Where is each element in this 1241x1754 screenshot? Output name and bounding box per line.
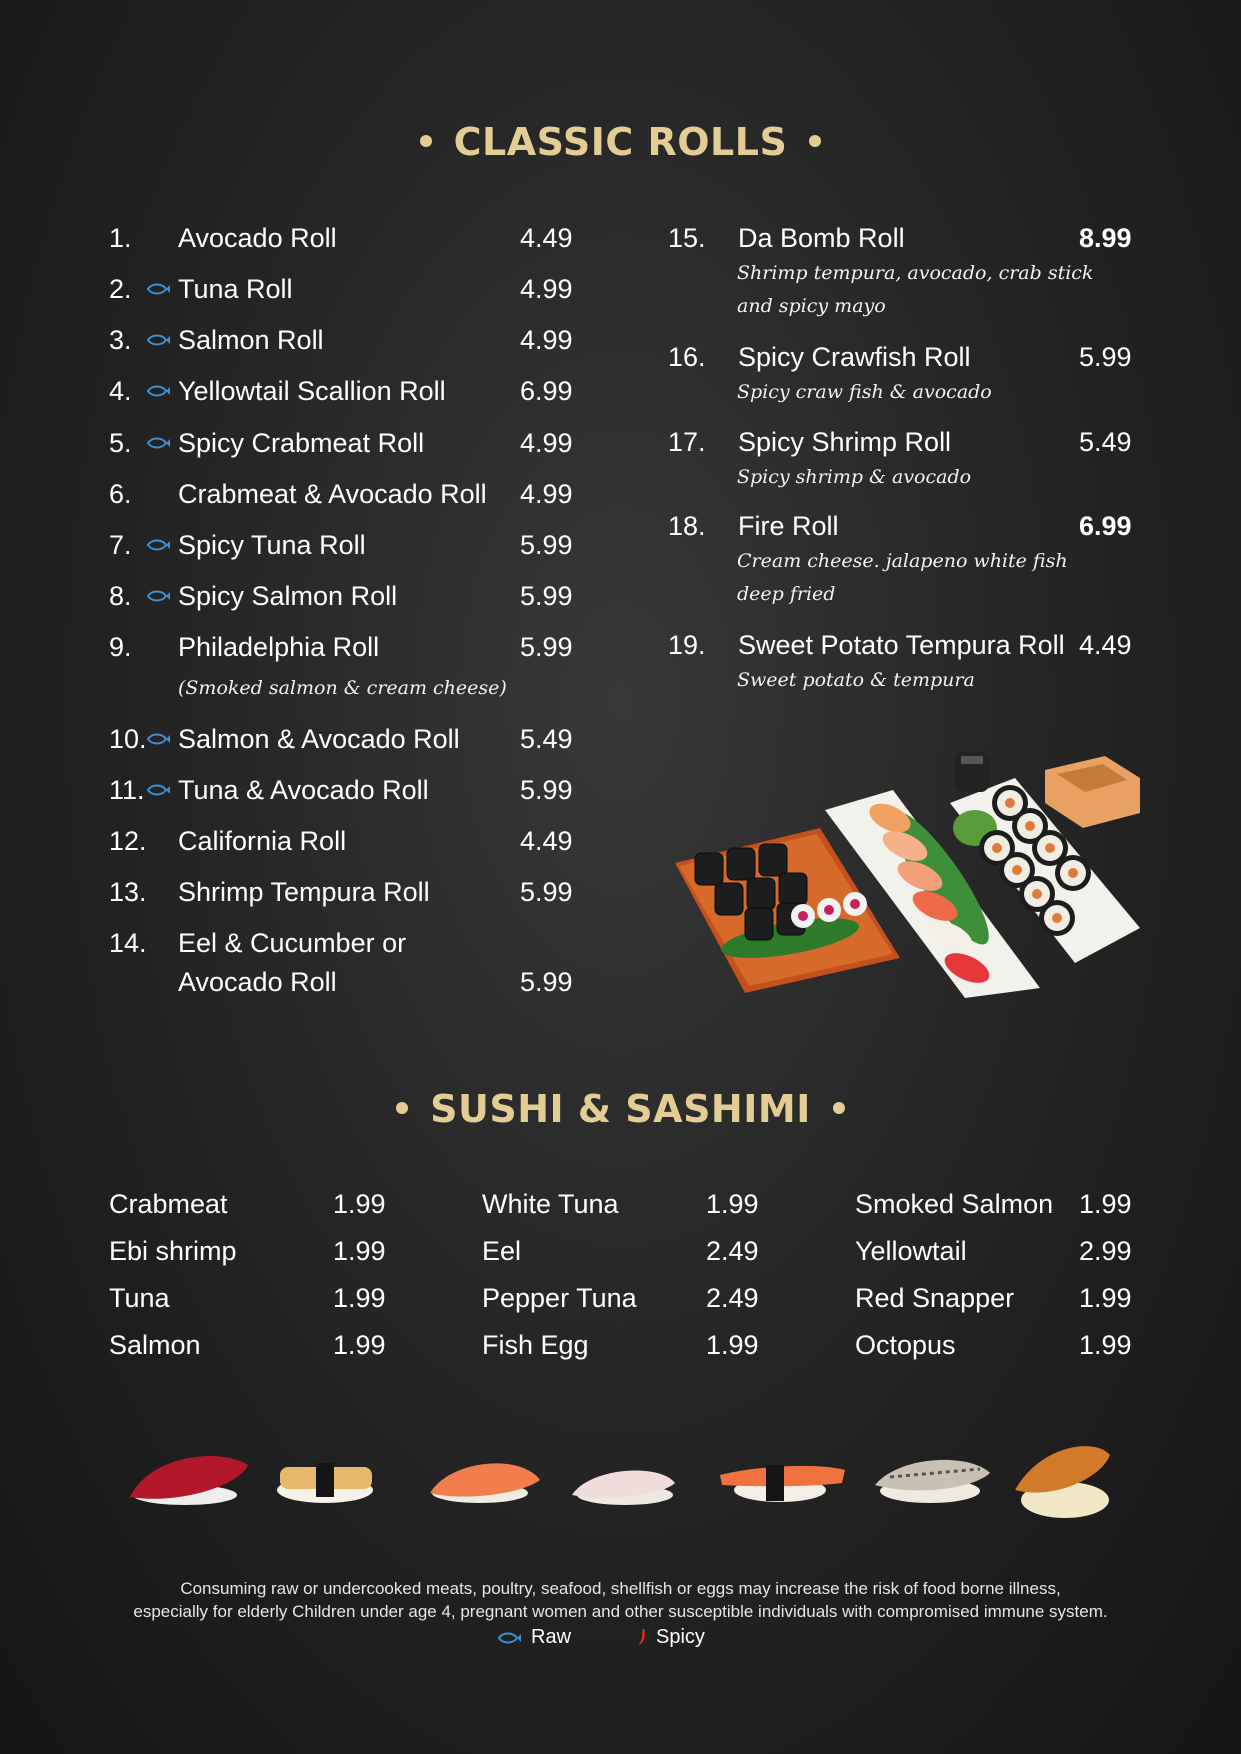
title-bullet (420, 135, 432, 147)
item-number: 5. (109, 428, 132, 458)
fish-icon (146, 538, 170, 552)
sushi-price: 2.49 (706, 1283, 759, 1313)
sushi-name: Octopus (855, 1330, 956, 1360)
item-number: 4. (109, 376, 132, 406)
menu-item (109, 825, 579, 857)
food-safety-disclaimer-line-1: Consuming raw or undercooked meats, poultry, seafood, shellfish or eggs may increase the risk of food borne illness, (180, 1579, 1061, 1598)
menu-item (109, 375, 579, 407)
item-name-line-2: Avocado Roll (178, 967, 337, 997)
item-description: Spicy shrimp & avocado (737, 466, 972, 488)
sushi-name: Red Snapper (855, 1283, 1015, 1313)
fish-icon (146, 783, 170, 797)
item-number: 8. (109, 581, 132, 611)
item-number: 16. (668, 342, 706, 372)
fish-icon (146, 384, 170, 398)
item-number: 13. (109, 877, 147, 907)
sushi-name: Eel (482, 1236, 522, 1266)
title-bullet (833, 1102, 845, 1114)
menu-item (668, 222, 1138, 254)
sushi-price: 1.99 (706, 1330, 759, 1360)
item-number: 11. (109, 775, 145, 805)
legend-spicy (636, 1626, 705, 1649)
sushi-item (855, 1282, 1139, 1314)
fish-icon (497, 1631, 521, 1645)
menu-item (109, 324, 579, 356)
menu-item (109, 222, 579, 254)
item-name: Salmon Roll (178, 325, 324, 355)
menu-item (109, 273, 579, 305)
item-name: Tuna & Avocado Roll (178, 775, 429, 805)
menu-item (109, 774, 579, 806)
item-name: Tuna Roll (178, 274, 293, 304)
item-name: Yellowtail Scallion Roll (178, 376, 446, 406)
item-price: 4.99 (520, 325, 573, 355)
item-price: 4.99 (520, 274, 573, 304)
item-price: 5.99 (520, 581, 573, 611)
menu-item (109, 723, 579, 755)
sushi-item (482, 1282, 766, 1314)
sushi-name: Salmon (109, 1330, 201, 1360)
item-description: Sweet potato & tempura (737, 669, 975, 691)
item-name: Eel & Cucumber or (178, 928, 407, 958)
sushi-item (482, 1329, 766, 1361)
sushi-name: Pepper Tuna (482, 1283, 637, 1313)
menu-item (109, 478, 579, 510)
item-name: Spicy Salmon Roll (178, 581, 398, 611)
item-price: 5.99 (520, 967, 573, 997)
sushi-item (855, 1188, 1139, 1220)
sushi-name: White Tuna (482, 1189, 619, 1219)
classic-rolls-title-text: CLASSIC ROLLS (453, 120, 788, 164)
item-price: 5.99 (520, 877, 573, 907)
sushi-name: Crabmeat (109, 1189, 228, 1219)
item-description: (Smoked salmon & cream cheese) (178, 677, 507, 699)
item-name: Spicy Crabmeat Roll (178, 428, 425, 458)
menu-item (668, 426, 1138, 458)
item-description: deep fried (737, 583, 836, 605)
item-number: 6. (109, 479, 132, 509)
sushi-price: 2.99 (1079, 1236, 1132, 1266)
fish-icon (146, 589, 170, 603)
sushi-item (482, 1188, 766, 1220)
menu-item (668, 629, 1138, 661)
item-number: 18. (668, 511, 706, 541)
sushi-name: Ebi shrimp (109, 1236, 237, 1266)
item-number: 14. (109, 928, 147, 958)
legend-raw-label: Raw (531, 1626, 572, 1648)
item-price: 6.99 (1079, 511, 1132, 541)
item-description: and spicy mayo (737, 295, 886, 317)
menu-item-continued (109, 966, 579, 998)
item-number: 10. (109, 724, 147, 754)
item-price: 5.49 (520, 724, 573, 754)
item-name: Philadelphia Roll (178, 632, 380, 662)
sushi-item (109, 1329, 393, 1361)
item-number: 7. (109, 530, 132, 560)
item-price: 5.49 (1079, 427, 1132, 457)
fish-icon (146, 282, 170, 296)
item-number: 19. (668, 630, 706, 660)
item-price: 5.99 (520, 775, 573, 805)
item-name: Spicy Tuna Roll (178, 530, 366, 560)
chili-pepper-icon (636, 1629, 648, 1647)
sushi-sashimi-title (0, 1087, 1241, 1131)
menu-item (109, 631, 579, 663)
item-price: 4.49 (1079, 630, 1132, 660)
item-price: 8.99 (1079, 223, 1132, 253)
menu-item (668, 510, 1138, 542)
item-name: California Roll (178, 826, 347, 856)
classic-rolls-title (0, 120, 1241, 164)
sushi-price: 1.99 (706, 1189, 759, 1219)
title-bullet (809, 135, 821, 147)
fish-icon (146, 333, 170, 347)
item-price: 4.49 (520, 223, 573, 253)
legend-spicy-label: Spicy (656, 1626, 705, 1648)
item-name: Sweet Potato Tempura Roll (738, 630, 1065, 660)
item-price: 4.99 (520, 479, 573, 509)
menu-item (109, 927, 579, 959)
fish-icon (146, 732, 170, 746)
sushi-name: Smoked Salmon (855, 1189, 1054, 1219)
sushi-item (482, 1235, 766, 1267)
menu-item (109, 529, 579, 561)
sushi-price: 1.99 (1079, 1283, 1132, 1313)
sushi-name: Yellowtail (855, 1236, 967, 1266)
item-description: Cream cheese. jalapeno white fish (737, 550, 1068, 572)
sushi-price: 2.49 (706, 1236, 759, 1266)
item-number: 17. (668, 427, 706, 457)
menu-item (109, 580, 579, 612)
item-name: Spicy Crawfish Roll (738, 342, 971, 372)
sushi-item (855, 1235, 1139, 1267)
sushi-price: 1.99 (1079, 1189, 1132, 1219)
sushi-price: 1.99 (333, 1236, 386, 1266)
item-number: 3. (109, 325, 132, 355)
menu-item (109, 427, 579, 459)
item-name: Crabmeat & Avocado Roll (178, 479, 487, 509)
item-name: Shrimp Tempura Roll (178, 877, 430, 907)
item-price: 4.49 (520, 826, 573, 856)
sushi-name: Fish Egg (482, 1330, 589, 1360)
item-price: 6.99 (520, 376, 573, 406)
fish-icon (146, 436, 170, 450)
sushi-price: 1.99 (333, 1283, 386, 1313)
item-description: Spicy craw fish & avocado (737, 381, 992, 403)
item-price: 5.99 (520, 530, 573, 560)
item-name: Da Bomb Roll (738, 223, 905, 253)
item-number: 12. (109, 826, 147, 856)
item-price: 5.99 (1079, 342, 1132, 372)
item-price: 5.99 (520, 632, 573, 662)
item-number: 1. (109, 223, 132, 253)
sushi-price: 1.99 (1079, 1330, 1132, 1360)
sushi-price: 1.99 (333, 1189, 386, 1219)
sushi-item (109, 1235, 393, 1267)
item-number: 2. (109, 274, 132, 304)
sushi-name: Tuna (109, 1283, 170, 1313)
item-name: Fire Roll (738, 511, 839, 541)
title-bullet (396, 1102, 408, 1114)
legend-raw (497, 1626, 571, 1649)
item-description: Shrimp tempura, avocado, crab stick (737, 262, 1094, 284)
item-name: Avocado Roll (178, 223, 337, 253)
food-safety-disclaimer-line-2: especially for elderly Children under age 4, pregnant women and other susceptible individuals with compromised immune system. (133, 1602, 1108, 1621)
sushi-sashimi-title-text: SUSHI & SASHIMI (430, 1087, 811, 1131)
sushi-item (109, 1188, 393, 1220)
sushi-item (855, 1329, 1139, 1361)
item-price: 4.99 (520, 428, 573, 458)
sushi-price: 1.99 (333, 1330, 386, 1360)
nigiri-row-image (120, 1425, 1120, 1525)
sushi-item (109, 1282, 393, 1314)
sushi-platter-image (675, 748, 1145, 998)
item-number: 9. (109, 632, 132, 662)
item-name: Salmon & Avocado Roll (178, 724, 460, 754)
menu-item (109, 876, 579, 908)
item-number: 15. (668, 223, 706, 253)
menu-item (668, 341, 1138, 373)
item-name: Spicy Shrimp Roll (738, 427, 952, 457)
